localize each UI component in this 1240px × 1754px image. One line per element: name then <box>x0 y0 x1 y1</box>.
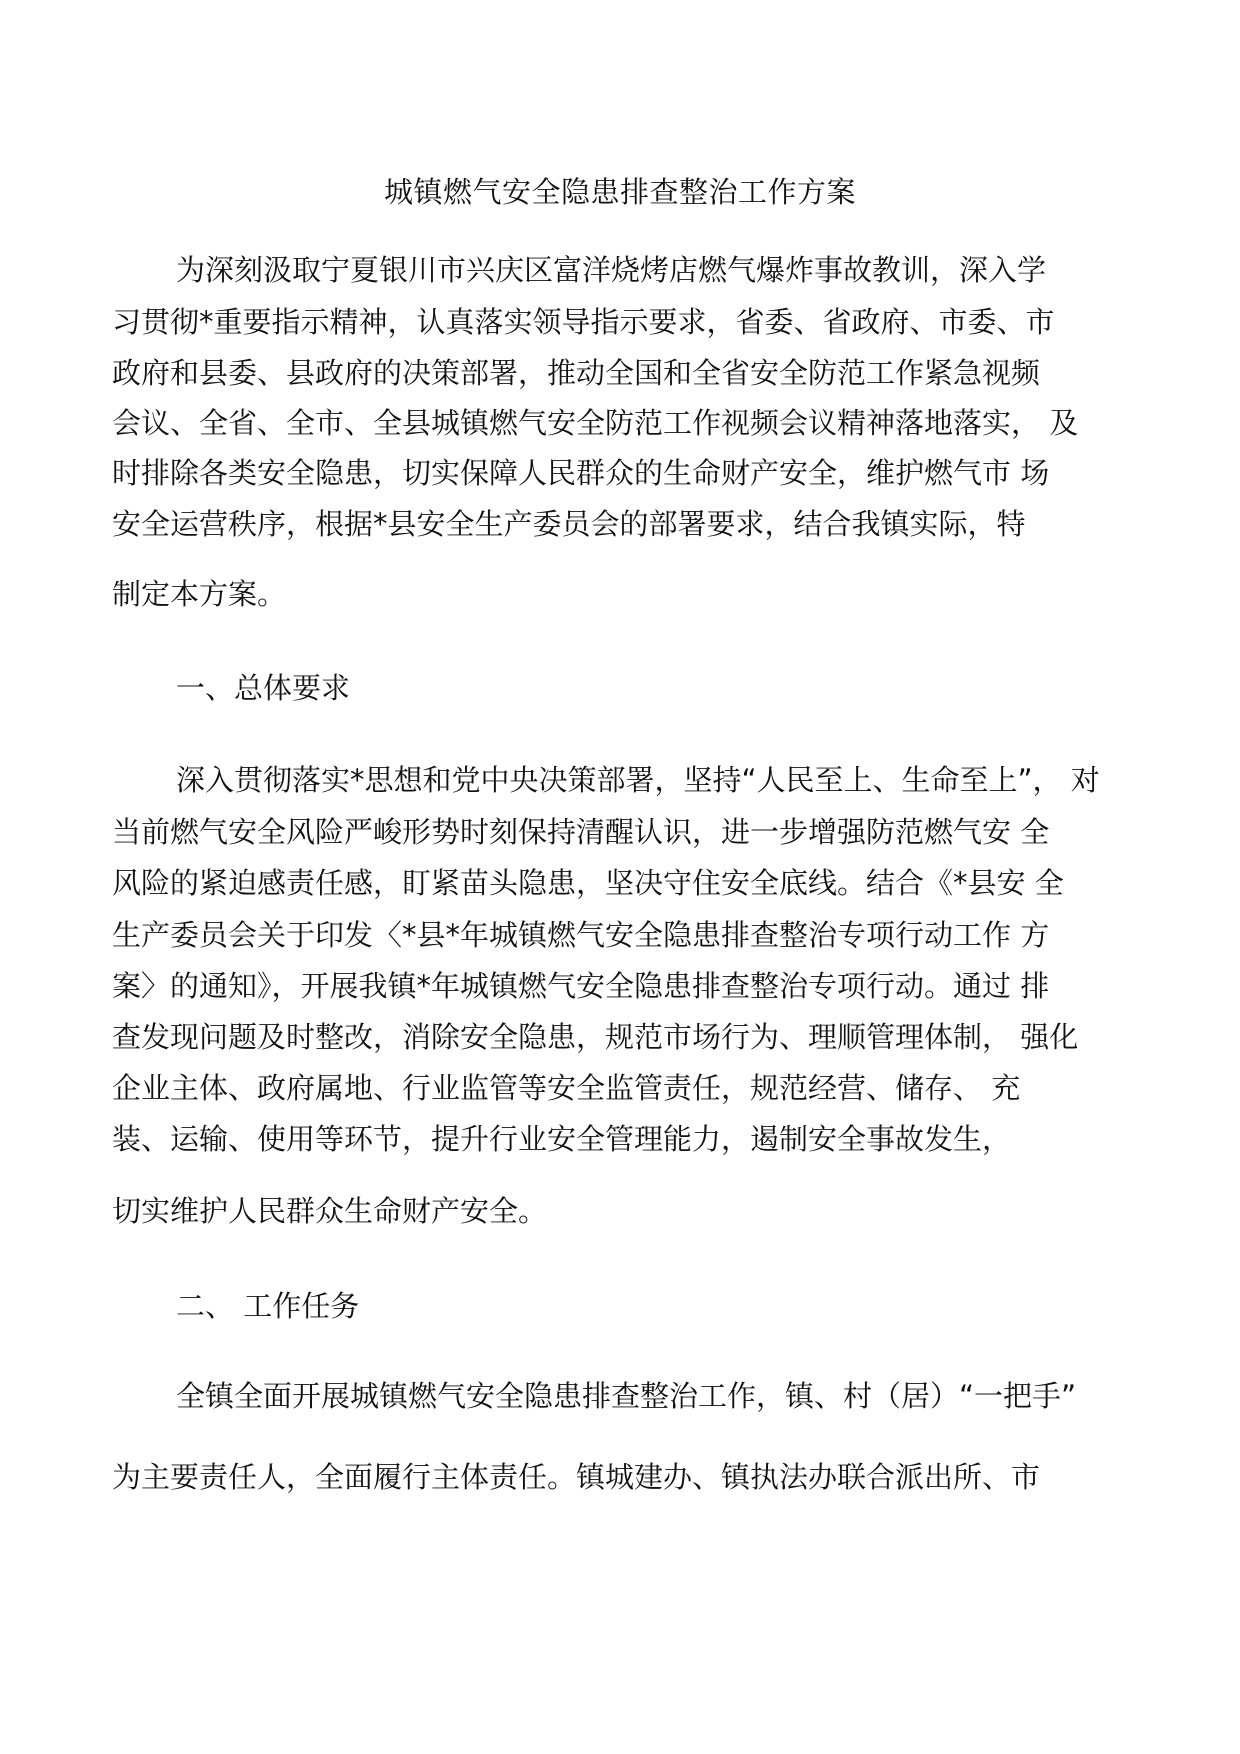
paragraph-line: 时排除各类安全隐患，切实保障人民群众的生命财产安全，维护燃气市 场 <box>112 456 1050 490</box>
document-title: 城镇燃气安全隐患排查整治工作方案 <box>383 175 856 209</box>
paragraph-line: 企业主体、政府属地、行业监管等安全监管责任，规范经营、储存、 充 <box>112 1071 1021 1105</box>
section-heading: 一、总体要求 <box>176 671 351 705</box>
paragraph-line: 会议、全省、全市、全县城镇燃气安全防范工作视频会议精神落地落实， 及 <box>112 406 1079 440</box>
paragraph-line: 生产委员会关于印发〈*县*年城镇燃气安全隐患排查整治专项行动工作 方 <box>112 918 1050 952</box>
paragraph-line: 当前燃气安全风险严峻形势时刻保持清醒认识，进一步增强防范燃气安 全 <box>112 815 1050 849</box>
paragraph-line: 政府和县委、县政府的决策部署，推动全国和全省安全防范工作紧急视频 <box>112 356 1041 390</box>
paragraph-line: 深入贯彻落实*思想和党中央决策部署，坚持“人民至上、生命至上”， 对 <box>176 763 1100 797</box>
paragraph-line: 为深刻汲取宁夏银川市兴庆区富洋烧烤店燃气爆炸事故教训，深入学 <box>176 253 1047 287</box>
paragraph-line: 为主要责任人，全面履行主体责任。镇城建办、镇执法办联合派出所、市 <box>112 1460 1041 1494</box>
paragraph-line: 案〉的通知》，开展我镇*年城镇燃气安全隐患排查整治专项行动。通过 排 <box>112 969 1050 1003</box>
paragraph-line: 习贯彻*重要指示精神，认真落实领导指示要求，省委、省政府、市委、市 <box>112 305 1055 339</box>
section-heading: 二、 工作任务 <box>176 1289 360 1323</box>
paragraph-line: 查发现问题及时整改，消除安全隐患，规范市场行为、理顺管理体制， 强化 <box>112 1020 1079 1054</box>
paragraph-line: 切实维护人民群众生命财产安全。 <box>112 1194 548 1228</box>
paragraph-line: 安全运营秩序，根据*县安全生产委员会的部署要求，结合我镇实际，特 <box>112 507 1026 541</box>
paragraph-line: 装、运输、使用等环节，提升行业安全管理能力，遏制安全事故发生， <box>112 1122 1012 1156</box>
paragraph-line: 风险的紧迫感责任感，盯紧苗头隐患，坚决守住安全底线。结合《*县安 全 <box>112 866 1064 900</box>
paragraph-line: 全镇全面开展城镇燃气安全隐患排查整治工作，镇、村（居）“一把手” <box>176 1379 1077 1413</box>
paragraph-line: 制定本方案。 <box>112 577 287 611</box>
